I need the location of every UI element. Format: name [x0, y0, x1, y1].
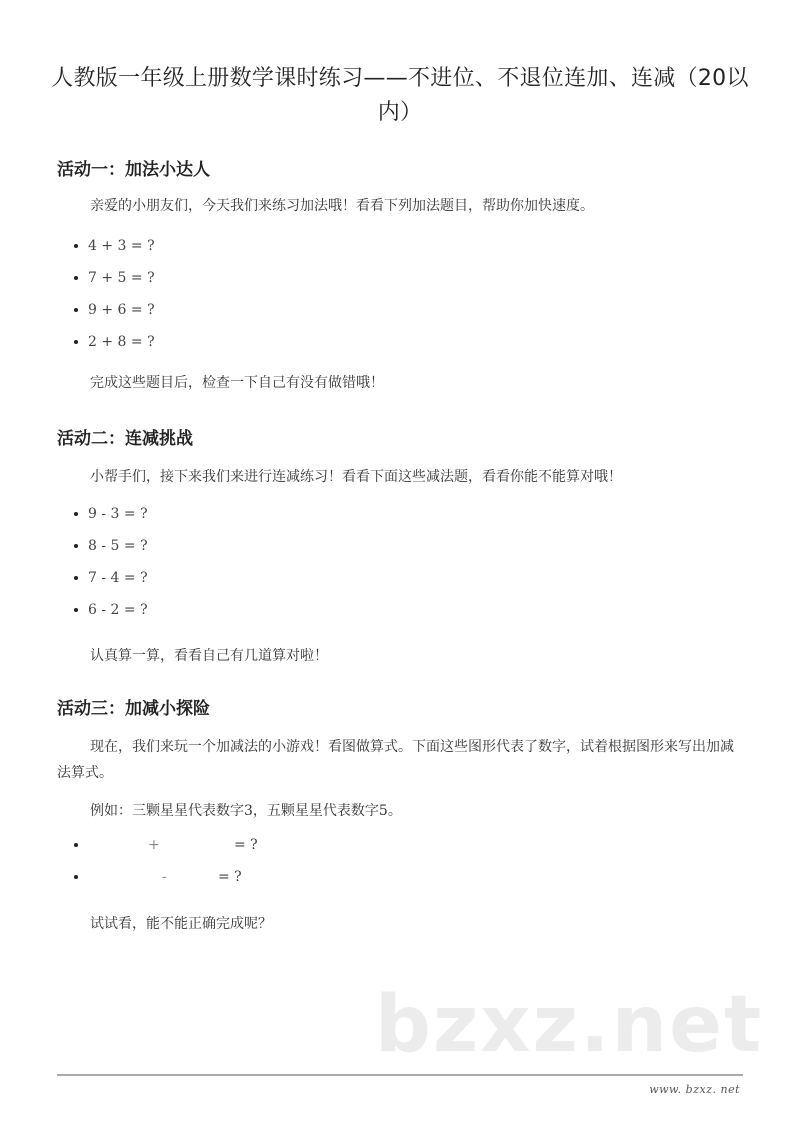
bullet-icon [74, 340, 78, 344]
activity-3-intro: 现在，我们来玩一个加减法的小游戏！看图做算式。下面这些图形代表了数字，试着根据图形来写出加减法算式。 [57, 739, 734, 781]
shape-problem-item [74, 834, 334, 866]
activity-3-outro: 试试看，能不能正确完成呢？ [90, 916, 272, 932]
problem-item [74, 503, 148, 535]
minus-operator: - [162, 869, 167, 885]
bullet-icon [74, 576, 78, 580]
problem-item [74, 235, 155, 267]
bullet-icon [74, 608, 78, 612]
bullet-icon [74, 308, 78, 312]
problem-text: 4 + 3 = ? [88, 238, 155, 254]
problem-text: 7 - 4 = ? [88, 570, 148, 586]
activity-1-problem-list [74, 235, 155, 363]
problem-text: 9 - 3 = ? [88, 506, 148, 522]
problem-text: 9 + 6 = ? [88, 302, 155, 318]
problem-text: 8 - 5 = ? [88, 538, 148, 554]
bullet-icon [74, 843, 78, 847]
activity-2-heading: 活动二：连减挑战 [57, 429, 193, 449]
problem-text: 7 + 5 = ? [88, 270, 155, 286]
problem-item [74, 567, 148, 599]
footer-divider [57, 1074, 743, 1076]
bullet-icon [74, 512, 78, 516]
problem-item [74, 299, 155, 331]
activity-2-problem-list [74, 503, 148, 631]
footer-url: www. bzxz. net [649, 1083, 740, 1096]
bullet-icon [74, 276, 78, 280]
activity-3-heading: 活动三：加减小探险 [57, 699, 210, 719]
problem-item [74, 535, 148, 567]
bullet-icon [74, 544, 78, 548]
problem-text: 2 + 8 = ? [88, 334, 155, 350]
plus-operator: + [148, 837, 160, 853]
bullet-icon [74, 875, 78, 879]
problem-item [74, 331, 155, 363]
document-title: 人教版一年级上册数学课时练习——不进位、不退位连加、连减（20以内） [51, 66, 749, 125]
activity-3-shape-problem-list [74, 834, 334, 898]
shape-problem-item [74, 866, 334, 898]
watermark-text: bzxz.net [375, 980, 764, 1070]
equals-question: = ? [234, 837, 258, 853]
problem-item [74, 267, 155, 299]
activity-3-example: 例如：三颗星星代表数字3，五颗星星代表数字5。 [90, 803, 402, 819]
problem-text: 6 - 2 = ? [88, 602, 148, 618]
activity-2-outro: 认真算一算，看看自己有几道算对啦！ [90, 648, 328, 664]
activity-2-intro: 小帮手们，接下来我们来进行连减练习！看看下面这些减法题，看看你能不能算对哦！ [90, 469, 622, 485]
activity-1-intro: 亲爱的小朋友们，今天我们来练习加法哦！看看下列加法题目，帮助你加快速度。 [90, 198, 594, 214]
problem-item [74, 599, 148, 631]
activity-1-heading: 活动一：加法小达人 [57, 160, 210, 180]
bullet-icon [74, 244, 78, 248]
equals-question: = ? [218, 869, 242, 885]
activity-1-outro: 完成这些题目后，检查一下自己有没有做错哦！ [90, 375, 384, 391]
